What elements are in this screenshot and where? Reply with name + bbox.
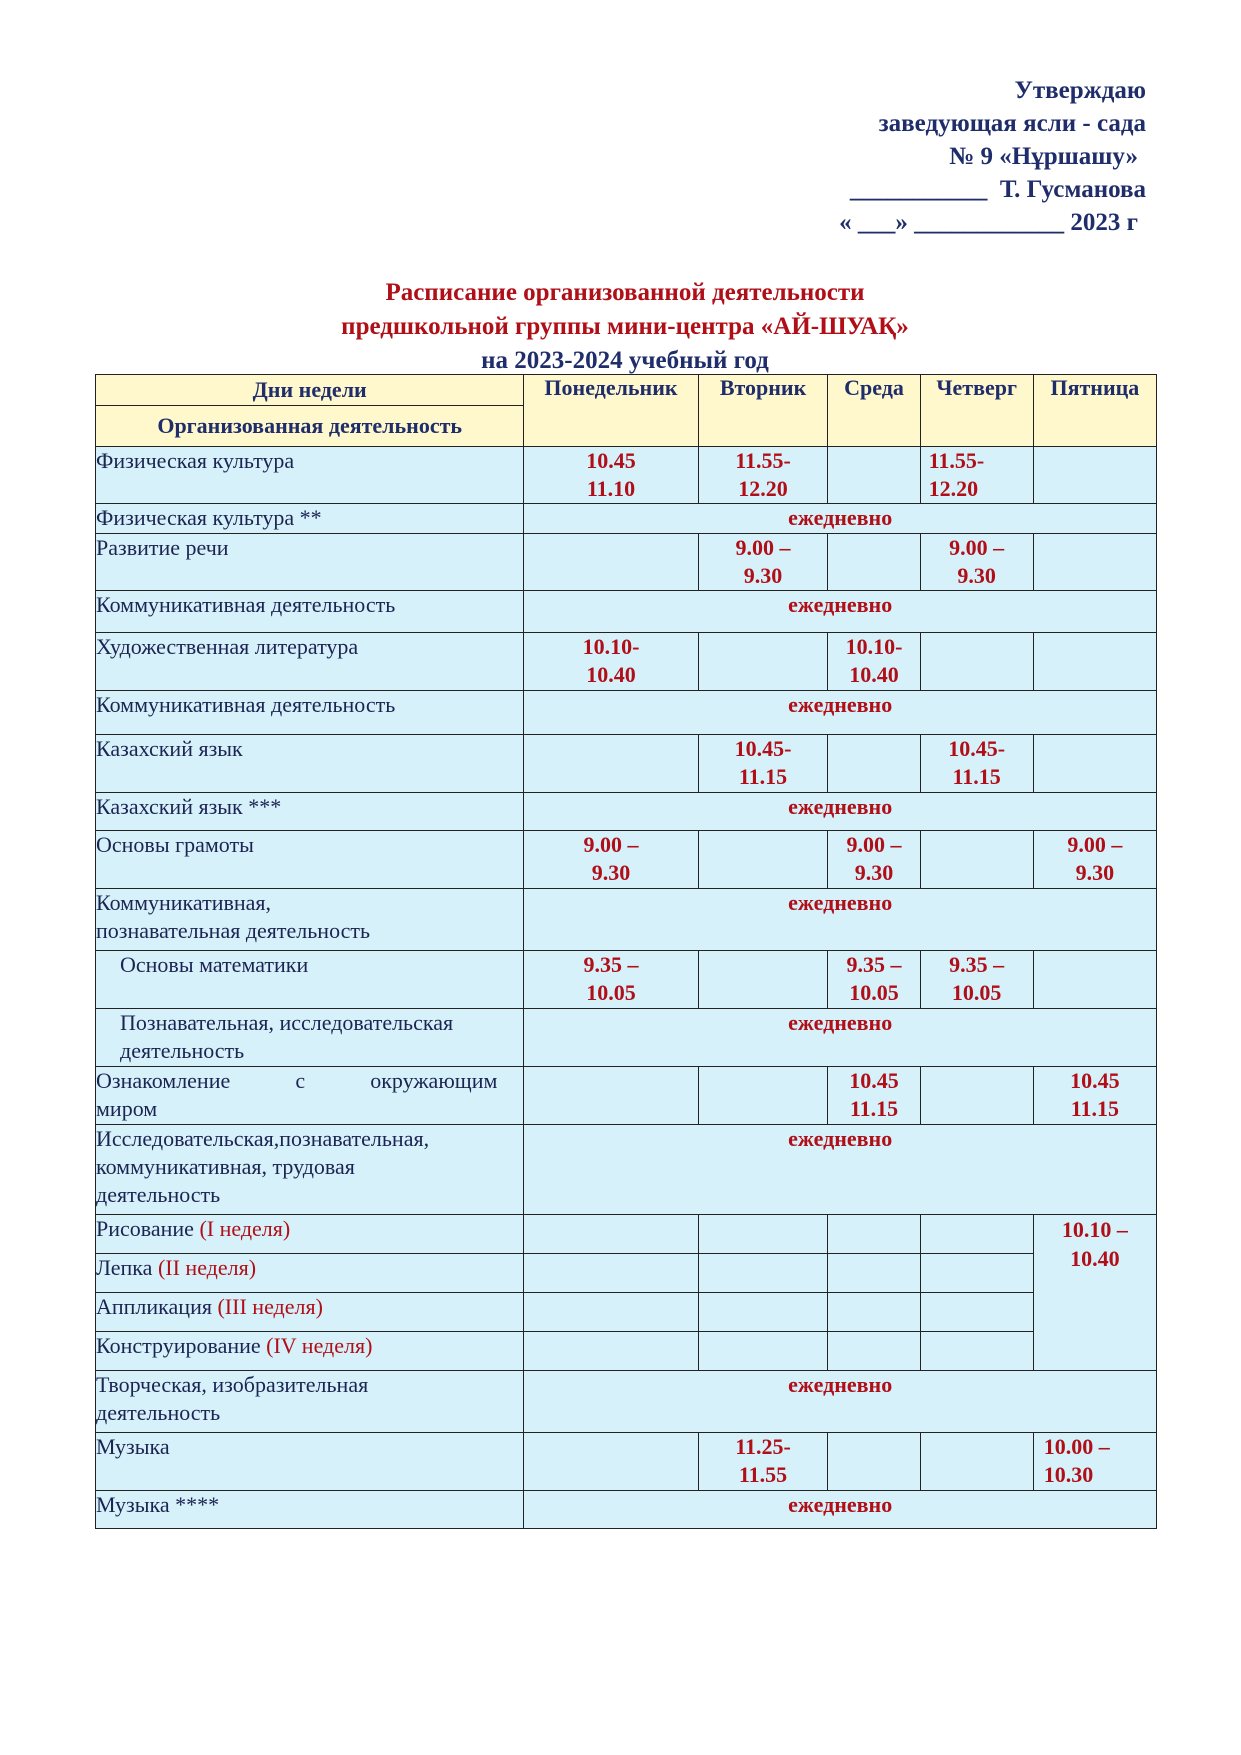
table-row <box>96 889 1157 951</box>
table-row <box>96 591 1157 633</box>
time-end: 11.15 <box>952 764 1001 789</box>
empty-cell <box>698 633 828 691</box>
activity-name-line: деятельность <box>120 1038 245 1063</box>
activity-name <box>96 1332 524 1371</box>
empty-cell <box>920 1293 1033 1332</box>
week-note: (II неделя) <box>157 1255 257 1280</box>
time-start: 10.45 <box>586 448 636 473</box>
activity-name-line: Творческая, изобразительная <box>96 1372 369 1397</box>
activity-name <box>96 1009 524 1067</box>
table-row <box>96 1371 1157 1433</box>
approval-kindergarten: № 9 «Нұршашу» <box>949 143 1138 170</box>
time-start: 9.00 – <box>735 535 791 560</box>
time-end: 12.20 <box>928 476 979 501</box>
header-tuesday: Вторник <box>698 375 828 447</box>
activity-name-line: Исследовательская,познавательная, <box>96 1126 430 1151</box>
empty-cell <box>828 447 920 504</box>
header-wednesday: Среда <box>828 375 920 447</box>
activity-name-line: познавательная деятельность <box>96 918 371 943</box>
time-end: 9.30 <box>1075 860 1115 885</box>
time-cell <box>524 447 698 504</box>
activity-name: Художественная литература <box>96 633 524 691</box>
empty-cell <box>524 1067 698 1125</box>
activity-name: Музыка **** <box>96 1491 524 1529</box>
daily-cell: ежедневно <box>524 1371 1157 1433</box>
time-start: 10.45 <box>1070 1068 1120 1093</box>
table-row <box>96 735 1157 793</box>
approval-position: заведующая ясли - сада <box>878 110 1146 137</box>
time-start: 9.00 – <box>1067 832 1123 857</box>
time-end: 9.30 <box>591 860 631 885</box>
approval-signature: ___________ Т. Гусманова <box>849 176 1146 203</box>
time-cell <box>828 951 920 1009</box>
empty-cell <box>698 1215 828 1254</box>
table-row <box>96 447 1157 504</box>
time-cell <box>1033 1067 1156 1125</box>
empty-cell <box>920 1433 1033 1491</box>
table-row <box>96 1067 1157 1125</box>
time-start: 10.45- <box>734 736 792 761</box>
empty-cell <box>828 1433 920 1491</box>
time-start: 11.55- <box>735 448 791 473</box>
daily-cell: ежедневно <box>524 1125 1157 1215</box>
activity-name-line: деятельность <box>96 1182 221 1207</box>
title-line-3: на 2023-2024 учебный год <box>481 347 769 374</box>
activity-name-line: коммуникативная, трудовая <box>96 1154 355 1179</box>
empty-cell <box>920 1215 1033 1254</box>
table-row <box>96 1254 1157 1293</box>
daily-cell: ежедневно <box>524 591 1157 633</box>
time-end: 9.30 <box>957 563 996 588</box>
time-cell <box>698 534 828 591</box>
time-end: 12.20 <box>738 476 788 501</box>
activity-name: Коммуникативная деятельность <box>96 591 524 633</box>
table-row <box>96 831 1157 889</box>
activity-name-line: миром <box>96 1096 158 1121</box>
empty-cell <box>920 1254 1033 1293</box>
table-row <box>96 1433 1157 1491</box>
empty-cell <box>698 1254 828 1293</box>
time-end: 10.40 <box>586 662 636 687</box>
activity-name-text: Лепка <box>96 1255 153 1280</box>
table-row <box>96 951 1157 1009</box>
daily-cell: ежедневно <box>524 504 1157 534</box>
time-cell <box>828 1067 920 1125</box>
time-start: 11.25- <box>735 1434 791 1459</box>
time-start: 9.35 – <box>949 952 1005 977</box>
daily-cell: ежедневно <box>524 691 1157 735</box>
time-end: 10.40 <box>1070 1246 1120 1271</box>
empty-cell <box>828 534 920 591</box>
empty-cell <box>920 1067 1033 1125</box>
time-end: 9.30 <box>854 860 894 885</box>
empty-cell <box>698 1332 828 1371</box>
empty-cell <box>698 1067 828 1125</box>
empty-cell <box>828 735 920 793</box>
empty-cell <box>920 1332 1033 1371</box>
table-row <box>96 1491 1157 1529</box>
time-end: 11.10 <box>586 476 636 501</box>
empty-cell <box>524 1293 698 1332</box>
time-start: 11.55- <box>928 448 985 473</box>
title-line-2: предшкольной группы мини-центра «АЙ-ШУАҚ» <box>341 313 909 340</box>
daily-cell: ежедневно <box>524 1009 1157 1067</box>
time-cell <box>524 633 698 691</box>
time-cell <box>524 831 698 889</box>
activity-name <box>96 889 524 951</box>
time-cell <box>1033 831 1156 889</box>
empty-cell <box>1033 633 1156 691</box>
time-cell <box>920 735 1033 793</box>
empty-cell <box>1033 447 1156 504</box>
time-start: 9.00 – <box>583 832 639 857</box>
time-end: 11.15 <box>849 1096 899 1121</box>
time-cell <box>698 735 828 793</box>
empty-cell <box>1033 951 1156 1009</box>
table-row <box>96 504 1157 534</box>
activity-name: Коммуникативная деятельность <box>96 691 524 735</box>
week-note: (III неделя) <box>217 1294 323 1319</box>
activity-name-line: деятельность <box>96 1400 221 1425</box>
empty-cell <box>524 735 698 793</box>
table-row <box>96 1009 1157 1067</box>
header-days-label: Дни недели <box>96 375 523 406</box>
daily-cell: ежедневно <box>524 1491 1157 1529</box>
time-end: 10.05 <box>951 980 1002 1005</box>
time-start: 10.10 – <box>1061 1217 1128 1242</box>
header-corner <box>96 375 524 447</box>
activity-name <box>96 1067 524 1125</box>
time-end: 10.30 <box>1043 1462 1094 1487</box>
activity-name-line: Коммуникативная, <box>96 890 272 915</box>
activity-name: Физическая культура <box>96 447 524 504</box>
table-row <box>96 1332 1157 1371</box>
empty-cell <box>1033 534 1156 591</box>
time-start: 9.35 – <box>846 952 902 977</box>
activity-name: Основы грамоты <box>96 831 524 889</box>
time-start: 10.00 – <box>1043 1434 1110 1459</box>
empty-cell <box>524 1254 698 1293</box>
time-end: 11.15 <box>738 764 788 789</box>
activity-name <box>96 1254 524 1293</box>
empty-cell <box>698 831 828 889</box>
activity-name: Основы математики <box>96 951 524 1009</box>
time-end: 10.40 <box>849 662 899 687</box>
time-start: 10.45- <box>948 736 1006 761</box>
time-cell <box>1033 1215 1156 1371</box>
empty-cell <box>828 1215 920 1254</box>
activity-name-line: Познавательная, исследовательская <box>120 1010 454 1035</box>
table-row <box>96 793 1157 831</box>
empty-cell <box>920 831 1033 889</box>
time-cell <box>828 633 920 691</box>
header-friday: Пятница <box>1033 375 1156 447</box>
header-row <box>96 375 1157 447</box>
empty-cell <box>920 633 1033 691</box>
time-cell <box>698 447 828 504</box>
empty-cell <box>1033 735 1156 793</box>
table-row <box>96 633 1157 691</box>
document-title <box>95 276 1155 378</box>
time-start: 9.00 – <box>846 832 902 857</box>
approval-title: Утверждаю <box>1014 77 1146 104</box>
time-start: 9.35 – <box>583 952 639 977</box>
time-start: 10.10- <box>582 634 640 659</box>
empty-cell <box>828 1254 920 1293</box>
header-monday: Понедельник <box>524 375 698 447</box>
daily-cell: ежедневно <box>524 889 1157 951</box>
header-thursday: Четверг <box>920 375 1033 447</box>
activity-name <box>96 1293 524 1332</box>
activity-name <box>96 1215 524 1254</box>
time-end: 11.15 <box>1070 1096 1120 1121</box>
activity-name-text: Аппликация <box>96 1294 212 1319</box>
empty-cell <box>698 1293 828 1332</box>
activity-name: Физическая культура ** <box>96 504 524 534</box>
table-row <box>96 1125 1157 1215</box>
time-cell <box>828 831 920 889</box>
time-start: 10.10- <box>845 634 903 659</box>
empty-cell <box>828 1332 920 1371</box>
empty-cell <box>524 534 698 591</box>
table-row <box>96 1215 1157 1254</box>
activity-name: Казахский язык *** <box>96 793 524 831</box>
empty-cell <box>828 1293 920 1332</box>
time-cell <box>920 534 1033 591</box>
empty-cell <box>698 951 828 1009</box>
approval-date: « ___» ____________ 2023 г <box>839 209 1138 236</box>
activity-name: Казахский язык <box>96 735 524 793</box>
time-cell <box>698 1433 828 1491</box>
empty-cell <box>524 1332 698 1371</box>
empty-cell <box>524 1215 698 1254</box>
time-end: 10.05 <box>849 980 899 1005</box>
schedule-table <box>95 374 1157 1529</box>
time-cell <box>920 951 1033 1009</box>
time-cell <box>920 447 1033 504</box>
table-row <box>96 1293 1157 1332</box>
activity-name-line: Ознакомление с окружающим <box>96 1068 498 1093</box>
table-row <box>96 534 1157 591</box>
time-end: 9.30 <box>743 563 783 588</box>
title-line-1: Расписание организованной деятельности <box>385 279 865 306</box>
time-end: 10.05 <box>586 980 636 1005</box>
activity-name <box>96 1125 524 1215</box>
activity-name-text: Конструирование <box>96 1333 261 1358</box>
activity-name: Музыка <box>96 1433 524 1491</box>
approval-block <box>706 74 1146 239</box>
empty-cell <box>524 1433 698 1491</box>
time-cell <box>1033 1433 1156 1491</box>
week-note: (IV неделя) <box>266 1333 373 1358</box>
table-row <box>96 691 1157 735</box>
time-end: 11.55 <box>738 1462 788 1487</box>
time-start: 9.00 – <box>949 535 1005 560</box>
activity-name: Развитие речи <box>96 534 524 591</box>
week-note: (I неделя) <box>199 1216 291 1241</box>
time-cell <box>524 951 698 1009</box>
header-activity-label: Организованная деятельность <box>157 413 463 438</box>
time-start: 10.45 <box>849 1068 899 1093</box>
daily-cell: ежедневно <box>524 793 1157 831</box>
activity-name <box>96 1371 524 1433</box>
activity-name-text: Рисование <box>96 1216 194 1241</box>
